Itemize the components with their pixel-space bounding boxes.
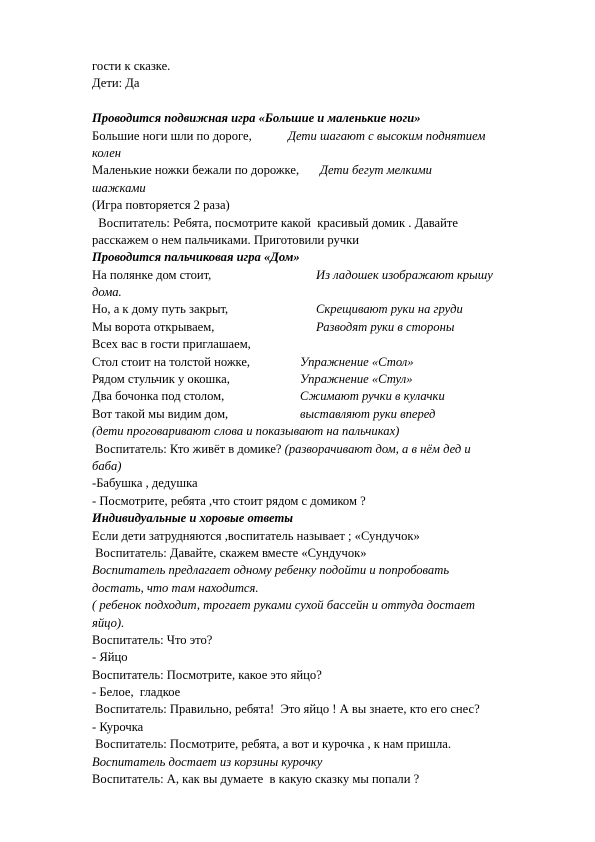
action-note: Разводят руки в стороны xyxy=(316,319,455,334)
verse-text: Но, а к дому путь закрыт, xyxy=(92,302,229,317)
action-note: Скрещивают руки на груди xyxy=(316,302,463,317)
action-note-continuation: дома. xyxy=(92,285,122,300)
action-note: Из ладошек изображают крышу xyxy=(316,267,493,282)
document-page xyxy=(92,58,542,788)
stage-direction: (дети проговаривают слова и показывают на пальчиках) xyxy=(92,424,400,439)
action-note: Упражнение «Стол» xyxy=(300,354,414,369)
text-line: - Посмотрите, ребята ,что стоит рядом с домиком ? xyxy=(92,493,366,508)
verse-text: Большие ноги шли по дороге, xyxy=(92,128,252,143)
verse-text: Вот такой мы видим дом, xyxy=(92,406,229,421)
action-note-continuation: колен xyxy=(92,145,122,160)
text-row xyxy=(92,128,542,145)
stage-direction: (разворачивают дом, а в нём дед и xyxy=(284,441,471,456)
text-line: - Белое, гладкое xyxy=(92,685,181,700)
action-note: Дети шагают с высоким поднятием xyxy=(288,128,486,143)
section-heading-answers: Индивидуальные и хоровые ответы xyxy=(92,511,293,526)
text-line: (Игра повторяется 2 раза) xyxy=(92,198,230,213)
text-row xyxy=(92,388,542,405)
text-line: Воспитатель: Посмотрите, ребята, а вот и курочка , к нам пришла. xyxy=(92,737,451,752)
teacher-speech: Воспитатель: Кто живёт в домике? xyxy=(92,441,285,456)
action-note-continuation: шажками xyxy=(92,180,146,195)
verse-text: Рядом стульчик у окошка, xyxy=(92,372,230,387)
text-line: Воспитатель: А, как вы думаете в какую сказку мы попали ? xyxy=(92,772,420,787)
text-row xyxy=(92,301,542,318)
action-note: Дети бегут мелкими xyxy=(320,163,432,178)
text-line: гости к сказке. xyxy=(92,59,171,73)
stage-direction-continuation: баба) xyxy=(92,458,122,473)
stage-direction: ( ребенок подходит, трогает руками сухой бассейн и оттуда достает xyxy=(92,598,475,613)
text-line: -Бабушка , дедушка xyxy=(92,476,198,491)
text-line: Воспитатель: Что это? xyxy=(92,632,213,647)
text-row xyxy=(92,267,542,284)
text-line: Воспитатель: Давайте, скажем вместе «Сундучок» xyxy=(92,545,367,560)
action-note: Упражнение «Стул» xyxy=(300,372,413,387)
verse-text: Два бочонка под столом, xyxy=(92,389,225,404)
text-row xyxy=(92,371,542,388)
text-row xyxy=(92,162,542,179)
text-line: Если дети затрудняются ,воспитатель называет ; «Сундучок» xyxy=(92,528,420,543)
text-line: - Курочка xyxy=(92,719,144,734)
verse-text: Мы ворота открываем, xyxy=(92,319,215,334)
verse-text: На полянке дом стоит, xyxy=(92,267,212,282)
text-line: Воспитатель: Посмотрите, какое это яйцо? xyxy=(92,667,322,682)
text-row xyxy=(92,319,542,336)
stage-direction: достать, что там находится. xyxy=(92,580,259,595)
text-line: Воспитатель: Ребята, посмотрите какой красивый домик . Давайте xyxy=(92,215,458,230)
text-line: расскажем о нем пальчиками. Приготовили ручки xyxy=(92,232,360,247)
text-line: Дети: Да xyxy=(92,76,140,91)
stage-direction: яйцо). xyxy=(92,615,125,630)
action-note: выставляют руки вперед xyxy=(300,406,436,421)
section-heading-finger-game: Проводится пальчиковая игра «Дом» xyxy=(92,250,300,265)
stage-direction: Воспитатель достает из корзины курочку xyxy=(92,754,323,769)
verse-text: Всех вас в гости приглашаем, xyxy=(92,337,251,352)
action-note: Сжимают ручки в кулачки xyxy=(300,389,445,404)
verse-text: Стол стоит на толстой ножке, xyxy=(92,354,251,369)
blank-line xyxy=(92,93,542,110)
section-heading-movement-game: Проводится подвижная игра «Большие и маленькие ноги» xyxy=(92,111,421,126)
text-row xyxy=(92,406,542,423)
text-row xyxy=(92,354,542,371)
verse-text: Маленькие ножки бежали по дорожке, xyxy=(92,163,300,178)
text-line: Воспитатель: Правильно, ребята! Это яйцо ! А вы знаете, кто его снес? xyxy=(92,702,480,717)
text-line xyxy=(92,441,542,458)
stage-direction: Воспитатель предлагает одному ребенку подойти и попробовать xyxy=(92,563,450,578)
text-line: - Яйцо xyxy=(92,650,128,665)
